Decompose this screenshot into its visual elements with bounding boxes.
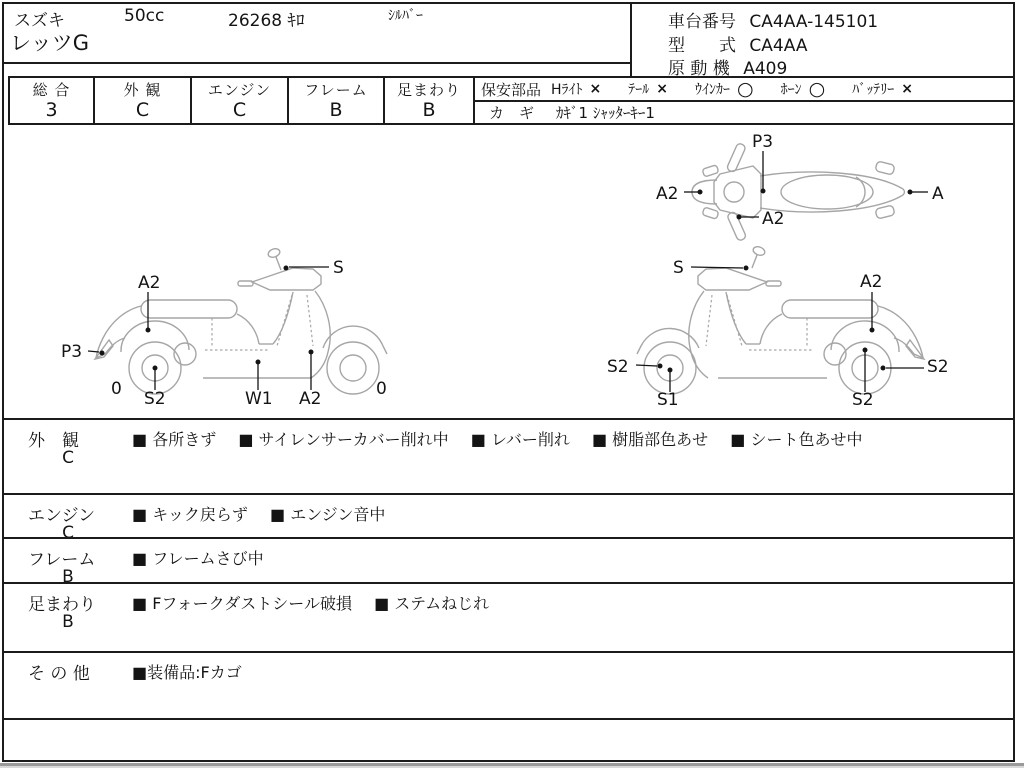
comment-item: ■ エンジン音中 bbox=[269, 505, 386, 524]
comment-item: ■ サイレンサーカバー削れ中 bbox=[238, 430, 449, 449]
grade-label: 総 合 bbox=[32, 81, 71, 99]
body-color: ｼﾙﾊﾞｰ bbox=[388, 8, 423, 24]
damage-code-label: A2 bbox=[656, 184, 679, 204]
scooter-top-view-diagram bbox=[620, 130, 1024, 250]
comment-item: ■ Fフォークダストシール破損 bbox=[132, 594, 352, 613]
grade-value: 3 bbox=[45, 99, 58, 121]
safety-part-battery bbox=[852, 79, 913, 99]
comment-item: ■ 樹脂部色あせ bbox=[591, 430, 709, 449]
header-divider-line bbox=[630, 2, 632, 77]
comment-item: ■ 各所きず bbox=[132, 430, 217, 449]
damage-code-label: S bbox=[673, 258, 684, 278]
inspection-row-frame bbox=[2, 537, 1015, 587]
grade-value: B bbox=[422, 99, 436, 121]
damage-code-label: 0 bbox=[111, 379, 122, 399]
key-value: ｶｷﾞ1 ｼｬｯﾀｰｷｰ1 bbox=[556, 104, 655, 122]
row-grade: B bbox=[62, 567, 74, 587]
grade-label: エンジン bbox=[207, 81, 272, 99]
comment-item: ■ キック戻らず bbox=[132, 505, 248, 524]
safety-parts-label: 保安部品 bbox=[481, 80, 542, 99]
engine-code-value: A409 bbox=[743, 59, 788, 79]
safety-part-name: ﾊﾞｯﾃﾘｰ bbox=[852, 82, 895, 98]
row-comments bbox=[132, 546, 281, 569]
model-code-value: CA4AA bbox=[749, 36, 808, 56]
comment-item: ■ フレームさび中 bbox=[132, 549, 264, 568]
damage-code-label: S2 bbox=[927, 357, 949, 377]
grade-value: C bbox=[232, 99, 247, 121]
safety-part-status: × bbox=[656, 81, 669, 97]
grade-label: フレーム bbox=[304, 81, 368, 99]
grade-cell-overall bbox=[10, 78, 95, 123]
grade-cell-frame bbox=[289, 78, 385, 123]
row-comments bbox=[132, 502, 402, 525]
grade-cell-exterior bbox=[95, 78, 192, 123]
inspection-row-undercarriage bbox=[2, 582, 1015, 651]
comment-item: ■ レバー削れ bbox=[470, 430, 570, 449]
damage-code-label: A2 bbox=[762, 209, 785, 229]
damage-code-label: 0 bbox=[376, 379, 387, 399]
grade-cell-undercarriage bbox=[385, 78, 475, 123]
damage-code-label: P3 bbox=[61, 342, 83, 362]
row-grade: C bbox=[62, 448, 74, 468]
row-label: エンジン bbox=[28, 506, 96, 526]
safety-part-name: ｳｲﾝｶｰ bbox=[695, 82, 731, 98]
safety-part-horn bbox=[781, 79, 826, 99]
chassis-number-label: 車台番号 bbox=[668, 12, 736, 32]
safety-part-taillight bbox=[628, 79, 668, 99]
damage-code-label: A bbox=[932, 184, 944, 204]
row-grade: B bbox=[62, 612, 74, 632]
comment-item: ■装備品:Fカゴ bbox=[132, 663, 242, 682]
mileage: 26268 ｷﾛ bbox=[228, 11, 305, 31]
chassis-number-value: CA4AA-145101 bbox=[749, 12, 879, 32]
damage-code-label: P3 bbox=[752, 132, 774, 152]
safety-parts-row bbox=[475, 78, 1013, 102]
row-comments bbox=[132, 427, 880, 450]
scooter-right-side-diagram bbox=[595, 240, 975, 415]
key-row bbox=[475, 102, 1013, 123]
grade-value: B bbox=[329, 99, 343, 121]
row-label: そ の 他 bbox=[28, 664, 90, 684]
damage-code-label: S2 bbox=[607, 357, 629, 377]
row-label: 外 観 bbox=[28, 431, 79, 451]
damage-code-label: S2 bbox=[852, 390, 874, 410]
safety-part-status: ○ bbox=[808, 78, 826, 100]
inspection-row-engine bbox=[2, 493, 1015, 543]
comment-item: ■ ステムねじれ bbox=[374, 594, 490, 613]
safety-part-winker bbox=[695, 79, 754, 99]
model-name: レッツG bbox=[10, 31, 90, 55]
key-label: カ ギ bbox=[489, 104, 535, 122]
inspection-row-exterior bbox=[2, 418, 1015, 493]
damage-code-label: S2 bbox=[144, 389, 166, 409]
safety-part-name: ﾎｰﾝ bbox=[780, 82, 802, 98]
grade-value: C bbox=[135, 99, 150, 121]
footer-empty-row bbox=[2, 718, 1015, 762]
row-comments bbox=[132, 660, 259, 683]
row-label: 足まわり bbox=[28, 595, 96, 615]
header-bottom-line bbox=[2, 62, 632, 64]
damage-code-label: A2 bbox=[138, 273, 161, 293]
scooter-left-side-diagram bbox=[55, 240, 420, 415]
row-grade: C bbox=[62, 523, 74, 543]
maker-name: スズキ bbox=[14, 11, 65, 31]
grade-cell-engine bbox=[192, 78, 289, 123]
model-code-row bbox=[668, 31, 807, 56]
grade-table bbox=[8, 76, 1015, 125]
row-comments bbox=[132, 591, 506, 614]
row-label: フレーム bbox=[28, 550, 96, 570]
damage-code-label: S1 bbox=[657, 390, 679, 410]
safety-part-name: Hﾗｲﾄ bbox=[551, 82, 583, 98]
displacement: 50cc bbox=[124, 6, 165, 26]
inspection-row-other bbox=[2, 651, 1015, 718]
safety-parts-cell bbox=[475, 78, 1013, 123]
damage-code-label: W1 bbox=[245, 389, 273, 409]
grade-label: 外 観 bbox=[123, 81, 162, 99]
damage-code-label: A2 bbox=[860, 272, 883, 292]
chassis-number-row bbox=[668, 7, 878, 32]
safety-part-status: × bbox=[589, 81, 602, 97]
engine-code-label: 原 動 機 bbox=[668, 59, 730, 79]
safety-part-status: × bbox=[901, 81, 913, 97]
model-code-label: 型 式 bbox=[668, 36, 736, 56]
safety-part-status: ○ bbox=[737, 78, 754, 100]
damage-code-label: A2 bbox=[299, 389, 322, 409]
grade-label: 足まわり bbox=[396, 81, 461, 99]
safety-part-name: ﾃｰﾙ bbox=[628, 82, 650, 98]
damage-code-label: S bbox=[333, 258, 344, 278]
comment-item: ■ シート色あせ中 bbox=[730, 430, 863, 449]
safety-part-headlight bbox=[551, 79, 601, 99]
